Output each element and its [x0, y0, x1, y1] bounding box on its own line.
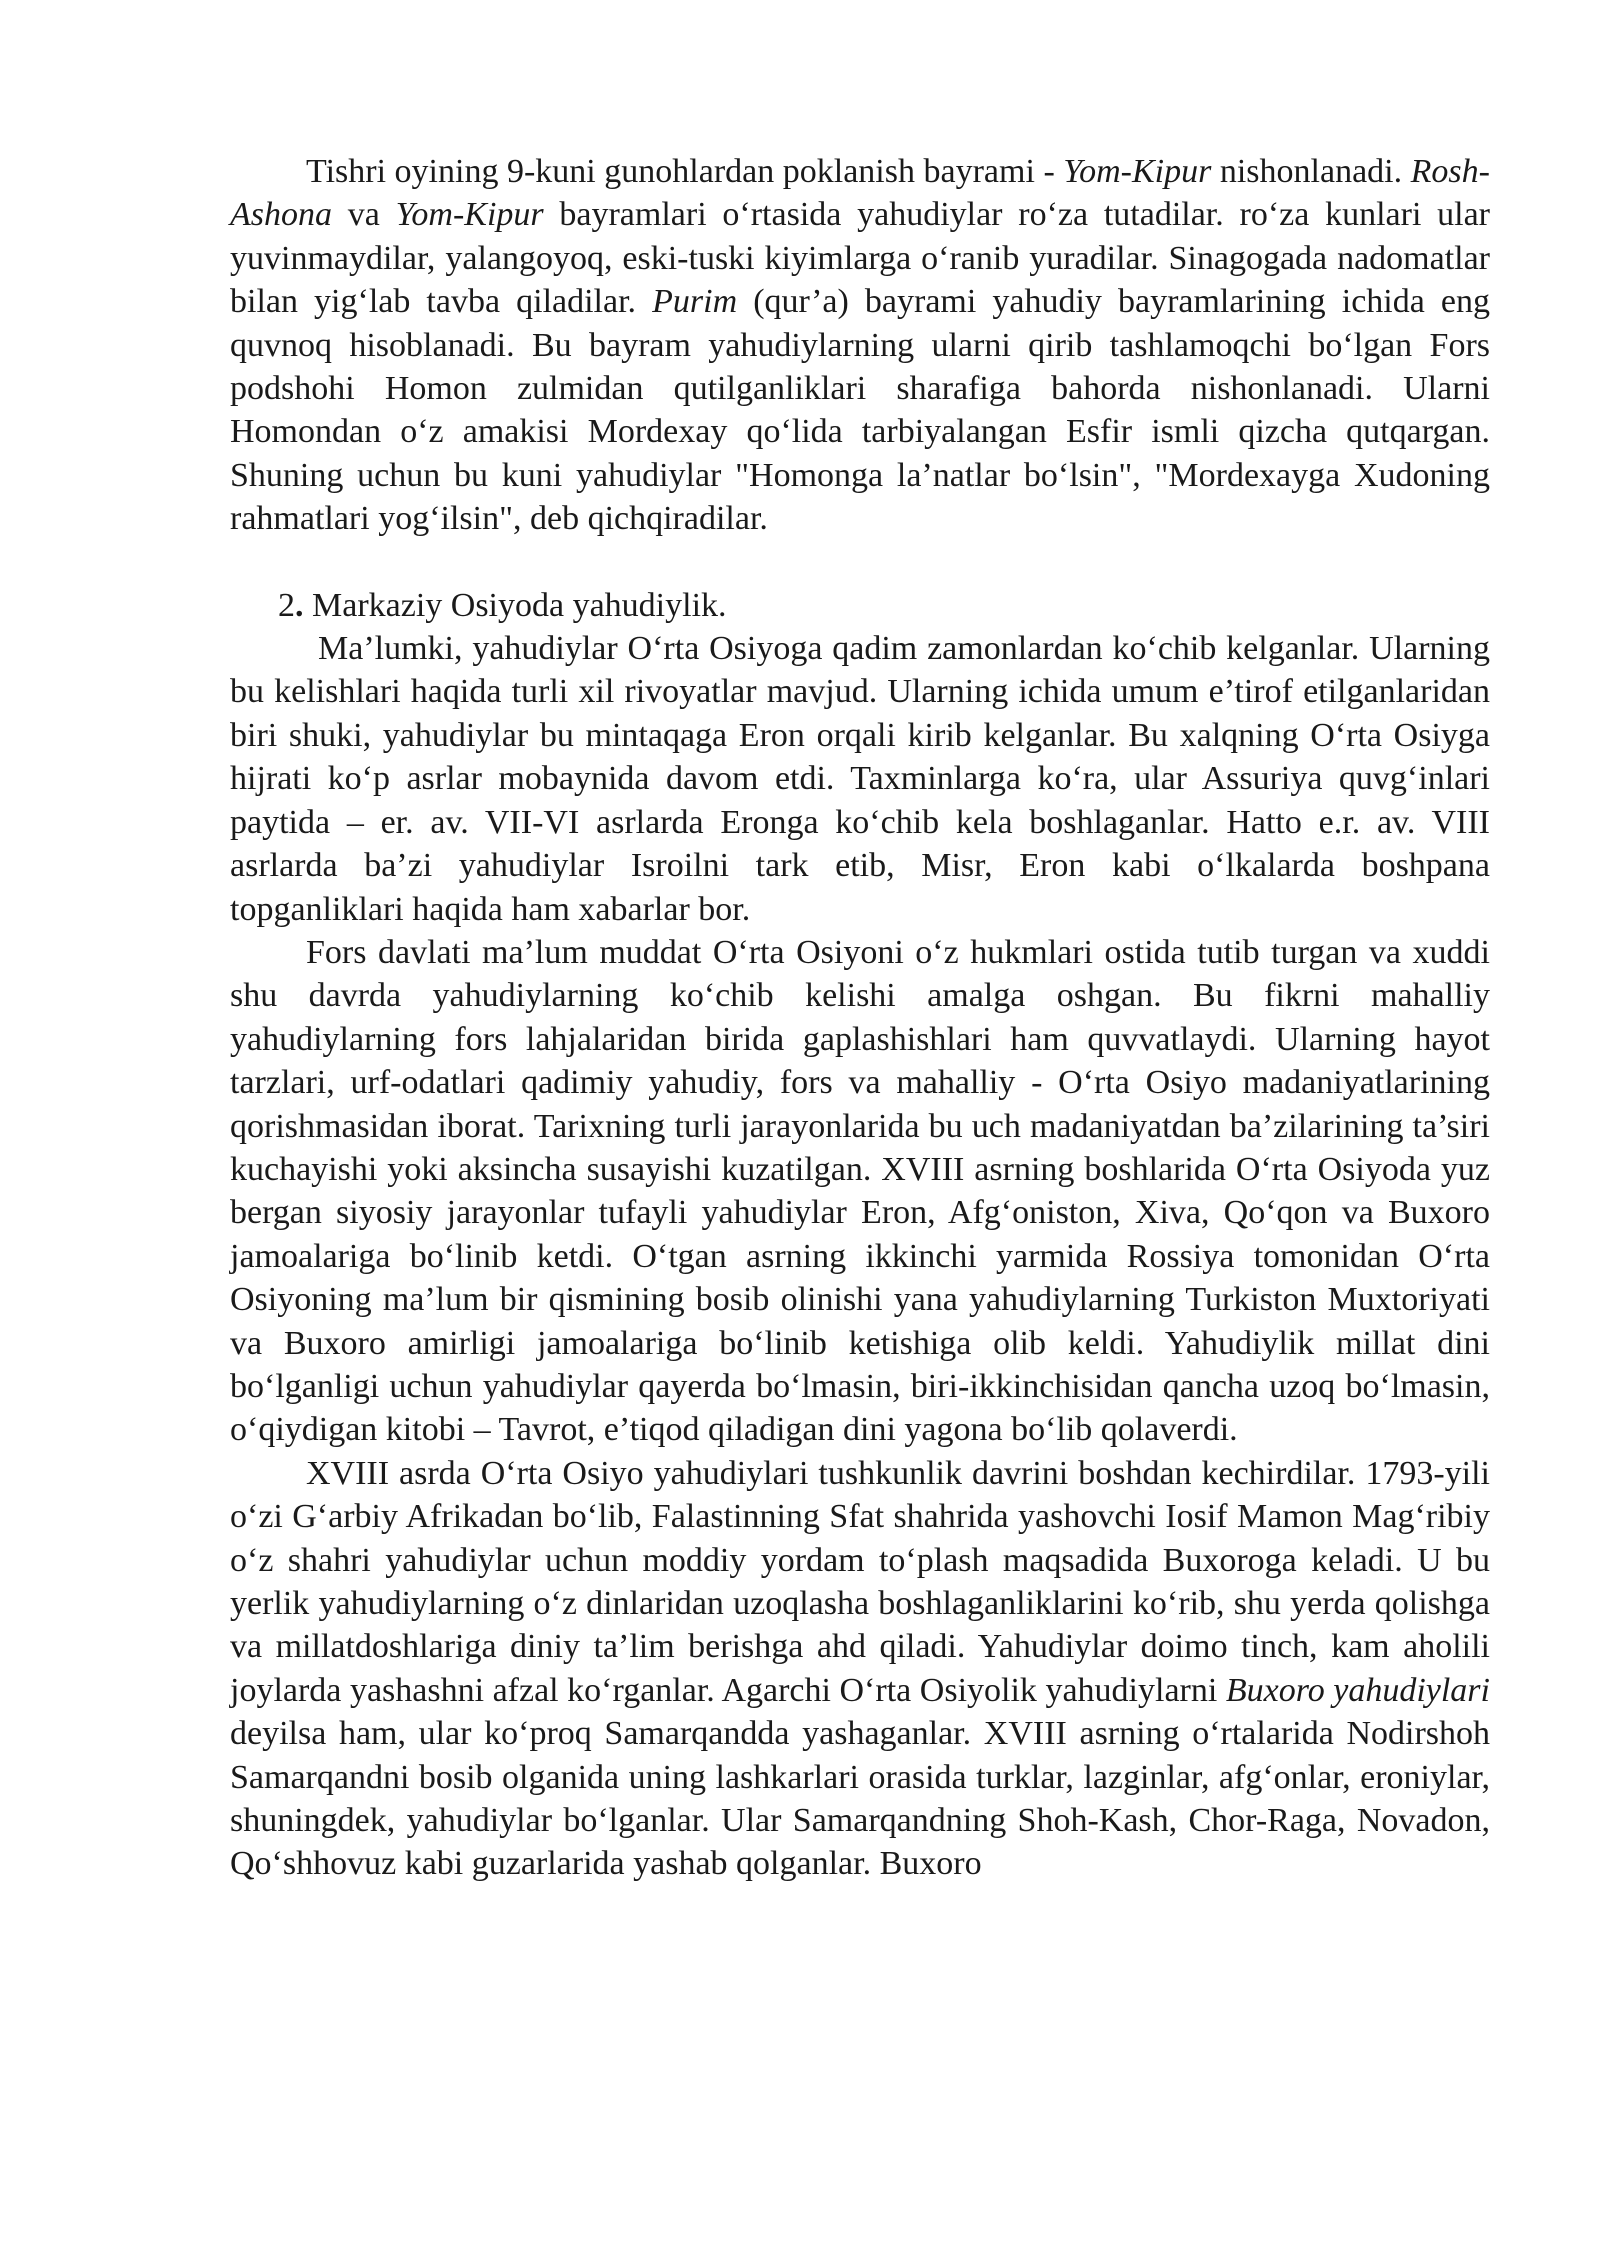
text-run: nishonlanadi. [1211, 153, 1411, 190]
text-run: (qur’a) bayrami yahudiy bayramlarining ichida eng quvnoq hisoblanadi. Bu bayram yahudiylarning ularni qirib tashlamoqchi bo‘lgan Fors podshohi Homon zulmidan qutilganliklari sharafiga bahorda nishonlanadi. Ularni Homondan o‘z amakisi Mordexay qo‘lida tarbiyalangan Esfir ismli qizcha qutqargan. Shuning uchun bu kuni yahudiylar "Homonga la’natlar bo‘lsin", "Mordexayga Xudoning rahmatlari yog‘ilsin", deb qichqiradilar. [230, 283, 1490, 538]
italic-term: Buxoro yahudiylari [1225, 1671, 1490, 1709]
italic-term: Purim [652, 283, 738, 321]
text-run: bayramlari o‘rtasida yahudiylar ro‘za tutadilar. ro‘za kunlari ular yuvinmaydilar, yalangoyoq, eski-tuski kiyimlarga o‘ranib yuradilar. Sinagogada nadomatlar bilan yig‘lab tavba qiladilar. [230, 196, 1490, 321]
text-run: va [332, 196, 396, 234]
text-run: XVIII asrda O‘rta Osiyo yahudiylari tushkunlik davrini boshdan kechirdilar. 1793-yili o‘zi G‘arbiy Afrikadan bo‘lib, Falastinning Sfat shahrida yashovchi Iosif Mamon Mag‘ribiy o‘z shahri yahudiylar uchun moddiy yordam to‘plash maqsadida Buxoroga keladi. U bu yerlik yahudiylarning o‘z dinlaridan uzoqlasha boshlaganliklarini ko‘rib, shu yerda qolishga va millatdoshlariga diniy ta’lim berishga ahd qiladi. Yahudiylar doimo tinch, kam aholili joylarda yashashni afzal ko‘rganlar. Agarchi O‘rta Osiyolik yahudiylarni [230, 1454, 1490, 1709]
section-number-dot: . [295, 586, 304, 624]
section-number: 2 [278, 586, 295, 624]
document-page [230, 150, 1490, 1886]
section-heading [230, 584, 1490, 627]
italic-term: Yom-Kipur [395, 196, 544, 234]
text-run: deyilsa ham, ular ko‘proq Samarqandda yashaganlar. XVIII asrning o‘rtalarida Nodirshoh Samarqandni bosib olganida uning lashkarlari orasida turklar, lazginlar, afg‘onlar, eroniylar, shuningdek, yahudiylar bo‘lganlar. Ular Samarqandning Shoh-Kash, Chor-Raga, Novadon, Qo‘shhovuz kabi guzarlarida yashab qolganlar. Buxoro [230, 1715, 1490, 1883]
text-run: Tishri oyining 9-kuni gunohlardan poklanish bayrami - [306, 153, 1064, 190]
paragraph-eighteenth-century [230, 1452, 1490, 1886]
paragraph-origins: Ma’lumki, yahudiylar O‘rta Osiyoga qadim zamonlardan ko‘chib kelganlar. Ularning bu kelishlari haqida turli xil rivoyatlar mavjud. Ularning ichida umum e’tirof etilganlaridan biri shuki, yahudiylar bu mintaqaga Eron orqali kirib kelganlar. Bu xalqning O‘rta Osiyga hijrati ko‘p asrlar mobaynida davom etdi. Taxminlarga ko‘ra, ular Assuriya quvg‘inlari paytida – er. av. VII-VI asrlarda Eronga ko‘chib kela boshlaganlar. Hatto e.r. av. VIII asrlarda ba’zi yahudiylar Isroilni tark etib, Misr, Eron kabi o‘lkalarda boshpana topganliklari haqida ham xabarlar bor. [230, 630, 1490, 928]
paragraph-persian-influence: Fors davlati ma’lum muddat O‘rta Osiyoni o‘z hukmlari ostida tutib turgan va xuddi shu davrda yahudiylarning ko‘chib kelishi amalga oshgan. Bu fikrni mahalliy yahudiylarning fors lahjalaridan birida gaplashishlari ham quvvatlaydi. Ularning hayot tarzlari, urf-odatlari qadimiy yahudiy, fors va mahalliy - O‘rta Osiyo madaniyatlarining qorishmasidan iborat. Tarixning turli jarayonlarida bu uch madaniyatdan ba’zilarining ta’siri kuchayishi yoki aksincha susayishi kuzatilgan. XVIII asrning boshlarida O‘rta Osiyoda yuz bergan siyosiy jarayonlar tufayli yahudiylar Eron, Afg‘oniston, Xiva, Qo‘qon va Buxoro jamoalariga bo‘linib ketdi. O‘tgan asrning ikkinchi yarmida Rossiya tomonidan O‘rta Osiyoning ma’lum bir qismining bosib olinishi yana yahudiylarning Turkiston Muxtoriyati va Buxoro amirligi jamoalariga bo‘linib ketishiga olib keldi. Yahudiylik millat dini bo‘lganligi uchun yahudiylar qayerda bo‘lmasin, biri-ikkinchisidan qancha uzoq bo‘lmasin, o‘qiydigan kitobi – Tavrot, e’tiqod qiladigan dini yagona bo‘lib qolaverdi. [230, 933, 1490, 1449]
paragraph-holidays [230, 150, 1490, 541]
italic-term: Yom-Kipur [1063, 153, 1212, 190]
italic-term: Rosh-Ashona [230, 153, 1490, 234]
section-title: Markaziy Osiyoda yahudiylik. [303, 586, 727, 624]
